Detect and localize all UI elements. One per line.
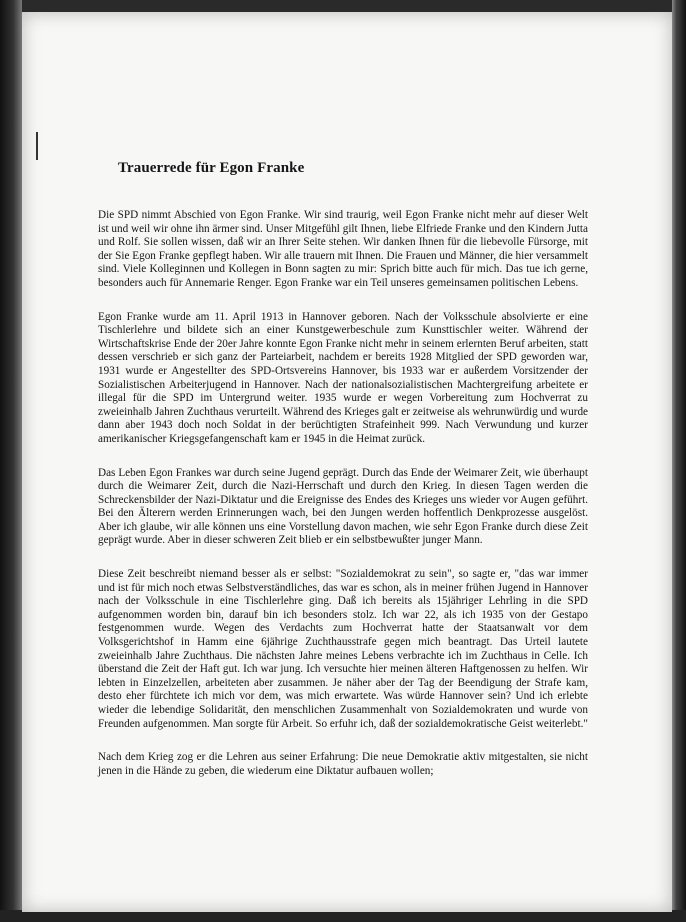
document-body bbox=[98, 160, 588, 778]
document-title: Trauerrede für Egon Franke bbox=[118, 160, 305, 176]
document-page bbox=[22, 12, 672, 912]
paragraph-youth: Das Leben Egon Frankes war durch seine Jugend geprägt. Durch das Ende der Weimarer Zeit, wie überhaupt durch die Weimarer Zeit, durch die Nazi-Herrschaft und durch den Krieg. In diesen Tagen werden die Schreckensbilder der Nazi-Diktatur und die Ereignisse des Endes des Krieges uns wieder vor Augen geführt. Bei den Älterern werden Erinnerungen wach, bei den Jungen werden hoffentlich Denkprozesse ausgelöst. Aber ich glaube, wir alle können uns eine Vorstellung davon machen, wie sehr Egon Franke durch diese Zeit geprägt wurde. Aber in dieser schweren Zeit blieb er ein selbstbewußter junger Mann. bbox=[98, 466, 588, 547]
scan-edge-top bbox=[0, 0, 686, 12]
paragraph-quote: Diese Zeit beschreibt niemand besser als er selbst: "Sozialdemokrat zu sein", so sagte er, "das war immer und ist für mich noch etwas Selbstverständliches, das war es schon, als in meiner frühen Jugend in Hannover nach der Volksschule in eine Tischlerlehre ging. Daß ich bereits als 15jähriger Lehrling in die SPD aufgenommen worden bin, darauf bin ich besonders stolz. Ich war 22, als ich 1935 von der Gestapo festgenommen wurde. Wegen des Verdachts zum Hochverrat hatte der Staatsanwalt vor dem Volksgerichtshof in Hamm eine 6jährige Zuchthausstrafe gegen mich beantragt. Das Urteil lautete zweieinhalb Jahre Zuchthaus. Die nächsten Jahre meines Lebens verbrachte ich im Zuchthaus in Celle. Ich überstand die Zeit der Haft gut. Ich war jung. Ich versuchte hier meinen älteren Haftgenossen zu helfen. Wir lebten in Einzelzellen, arbeiteten aber zusammen. Je näher aber der Tag der Beendigung der Strafe kam, desto eher fürchtete ich mich vor dem, was mich erwartete. Was würde Hannover sein? Und ich erlebte wieder die lebendige Solidarität, den menschlichen Zusammenhalt von Sozialdemokraten und wurde von Freunden aufgenommen. Man sorgte für Arbeit. So erfuhr ich, daß der sozialdemokratische Geist weiterlebt." bbox=[98, 568, 588, 730]
scan-edge-left bbox=[0, 0, 22, 922]
scan-edge-right bbox=[672, 0, 686, 922]
scan-mark bbox=[36, 132, 38, 160]
paragraph-farewell: Die SPD nimmt Abschied von Egon Franke. Wir sind traurig, weil Egon Franke nicht mehr auf dieser Welt ist und weil wir ohne ihn ärmer sind. Unser Mitgefühl gilt Ihnen, liebe Elfriede Franke und den Kindern Jutta und Rolf. Sie sollen wissen, daß wir an Ihrer Seite stehen. Wir danken Ihnen für die liebevolle Fürsorge, mit der Sie Egon Franke gepflegt haben. Wir alle trauern mit Ihnen. Die Frauen und Männer, die hier versammelt sind. Viele Kolleginnen und Kollegen in Bonn sagten zu mir: Sprich bitte auch für mich. Das tue ich gerne, besonders auch für Annemarie Renger. Egon Franke war ein Teil unseres gemeinsamen politischen Lebens. bbox=[98, 209, 588, 289]
paragraph-postwar: Nach dem Krieg zog er die Lehren aus seiner Erfahrung: Die neue Demokratie aktiv mitgestalten, sie nicht jenen in die Hände zu geben, die wiederum eine Diktatur aufbauen wollen; bbox=[98, 751, 588, 777]
paragraph-biography: Egon Franke wurde am 11. April 1913 in Hannover geboren. Nach der Volksschule absolvierte er eine Tischlerlehre und bildete sich an einer Kunstgewerbeschule zum Kunsttischler weiter. Während der Wirtschaftskrise Ende der 20er Jahre konnte Egon Franke nicht mehr in seinem erlernten Beruf arbeiten, statt dessen verschrieb er sich ganz der Parteiarbeit, nachdem er bereits 1928 Mitglied der SPD geworden war, 1931 wurde er Angestellter des SPD-Ortsvereins Hannover, bis 1933 war er außerdem Vorsitzender der Sozialistischen Arbeiterjugend in Hannover. Nach der nationalsozialistischen Machtergreifung arbeitete er illegal für die SPD im Untergrund weiter. 1935 wurde er wegen Vorbereitung zum Hochverrat zu zweieinhalb Jahren Zuchthaus verurteilt. Während des Krieges galt er zeitweise als wehrunwürdig und wurde dann aber 1943 doch noch Soldat in der berüchtigten Strafeinheit 999. Nach Verwundung und kurzer amerikanischer Kriegsgefangenschaft kam er 1945 in die Heimat zurück. bbox=[98, 310, 589, 445]
